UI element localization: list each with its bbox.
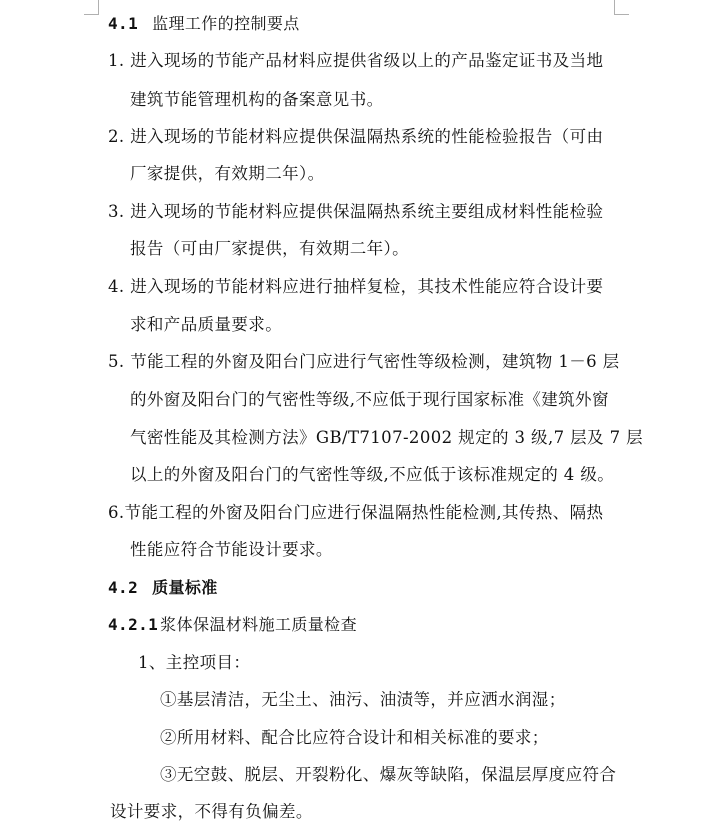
list-item-3-line-1: 3. 进入现场的节能材料应提供保温隔热系统主要组成材料性能检验: [108, 202, 604, 221]
section-title: 监理工作的控制要点: [152, 14, 300, 33]
page-corner-mark-right: [614, 0, 629, 15]
list-item-2-line-2: 厂家提供，有效期二年）。: [130, 164, 325, 183]
list-item-1-line-2: 建筑节能管理机构的备案意见书。: [130, 90, 384, 109]
list-item-6-line-1: 6.节能工程的外窗及阳台门应进行保温隔热性能检测,其传热、隔热: [108, 503, 604, 522]
list-item-2-line-1: 2. 进入现场的节能材料应提供保温隔热系统的性能检验报告（可由: [108, 127, 604, 146]
main-control-items-label: 1、主控项目：: [138, 653, 251, 672]
list-item-5-line-2: 的外窗及阳台门的气密性等级,不应低于现行国家标准《建筑外窗: [130, 390, 609, 409]
list-item-4-line-1: 4. 进入现场的节能材料应进行抽样复检，其技术性能应符合设计要: [108, 277, 604, 296]
list-item-1-line-1: 1. 进入现场的节能产品材料应提供省级以上的产品鉴定证书及当地: [108, 51, 604, 70]
section-number: 4.1: [108, 14, 139, 33]
list-item-5-line-4: 以上的外窗及阳台门的气密性等级,不应低于该标准规定的 4 级。: [130, 465, 615, 484]
section-title: 质量标准: [152, 578, 218, 597]
section-heading-4-2: [108, 577, 218, 599]
list-item-5-line-1: 5. 节能工程的外窗及阳台门应进行气密性等级检测，建筑物 1－6 层: [108, 352, 620, 371]
page-corner-mark-left: [84, 0, 99, 15]
section-heading-4-1: [108, 13, 300, 35]
list-item-3-line-2: 报告（可由厂家提供，有效期二年）。: [130, 239, 410, 258]
subsection-heading-4-2-1: [108, 614, 357, 636]
control-item-2: ②所用材料、配合比应符合设计和相关标准的要求；: [160, 728, 549, 747]
subsection-number: 4.2.1: [108, 615, 159, 634]
control-item-3-continued: 设计要求，不得有负偏差。: [110, 802, 313, 821]
list-item-4-line-2: 求和产品质量要求。: [130, 315, 283, 334]
section-number: 4.2: [108, 578, 139, 597]
control-item-3: ③无空鼓、脱层、开裂粉化、爆灰等缺陷，保温层厚度应符合: [160, 765, 617, 784]
list-item-6-line-2: 性能应符合节能设计要求。: [130, 540, 333, 559]
subsection-title: 浆体保温材料施工质量检查: [160, 615, 357, 634]
list-item-5-line-3: 气密性能及其检测方法》GB/T7107-2002 规定的 3 级,7 层及 7 层: [130, 428, 644, 447]
control-item-1: ①基层清洁，无尘土、油污、油渍等，并应洒水润湿；: [160, 690, 566, 709]
